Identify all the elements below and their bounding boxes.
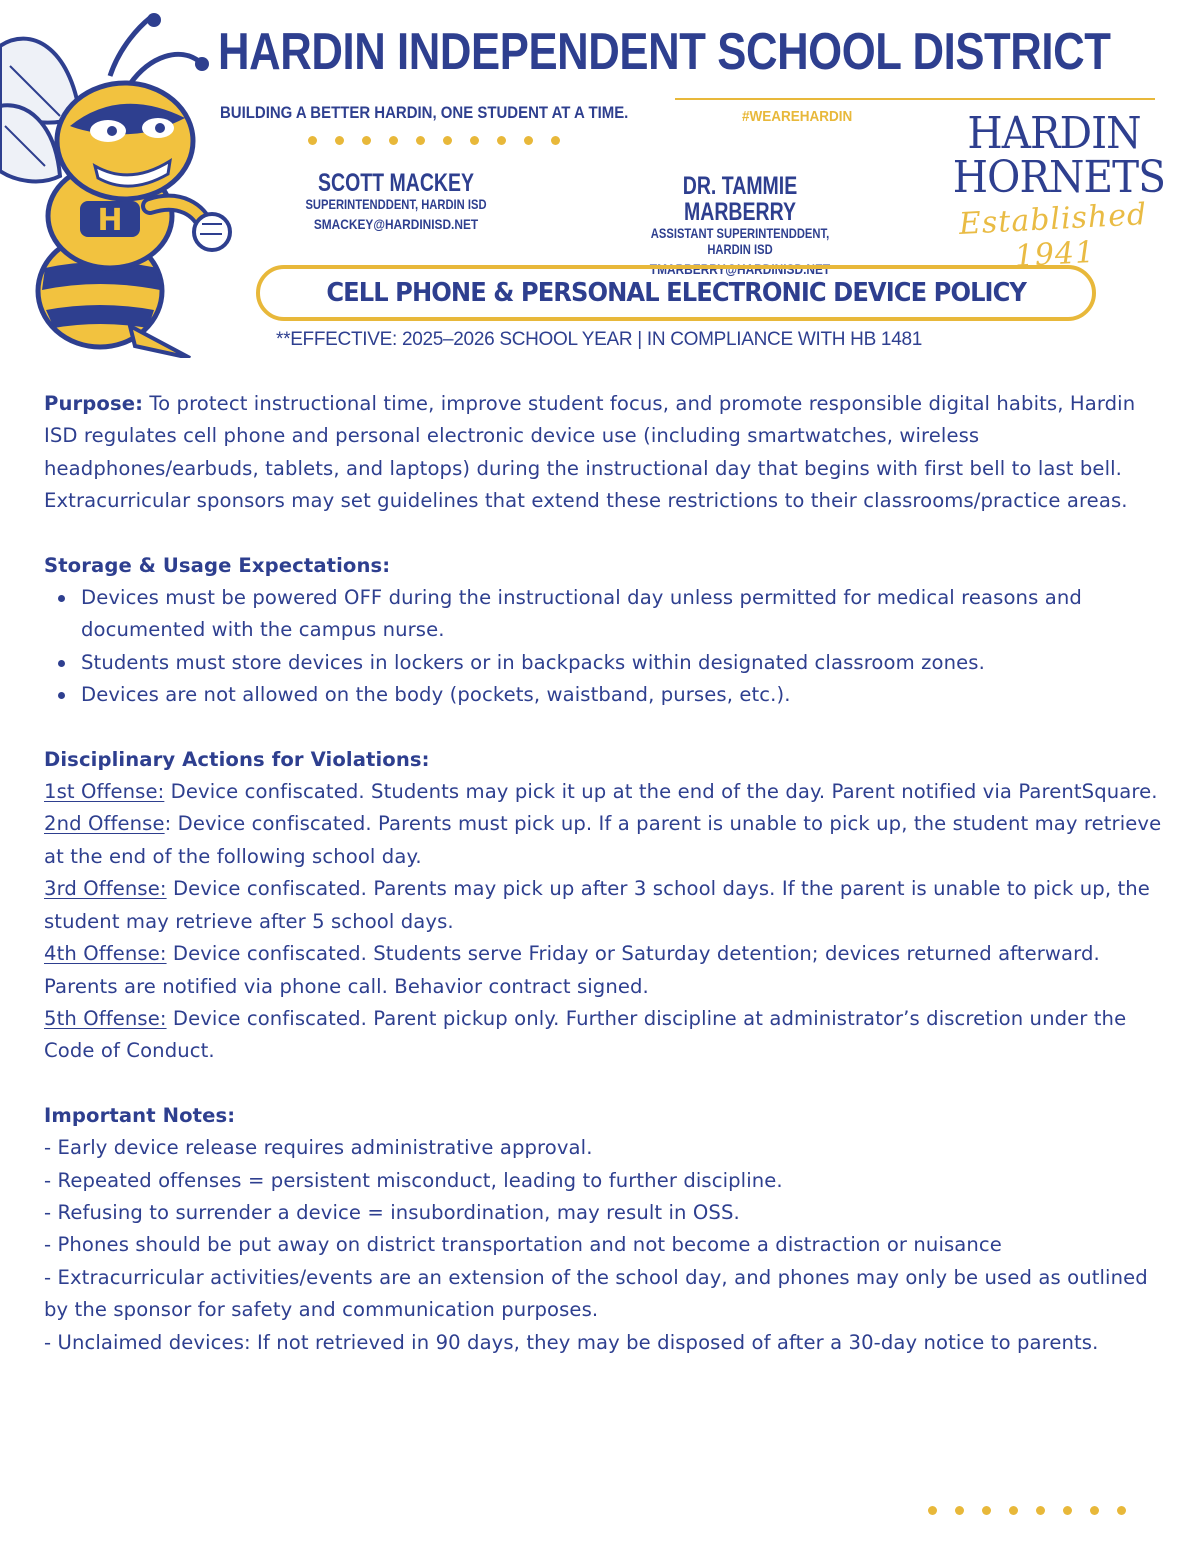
effective-note: **EFFECTIVE: 2025–2026 SCHOOL YEAR | IN COMPLIANCE WITH HB 1481 xyxy=(276,329,922,350)
policy-title: CELL PHONE & PERSONAL ELECTRONIC DEVICE POLICY xyxy=(326,278,1026,308)
offense-label: 5th Offense: xyxy=(44,1006,167,1030)
contact-name: SCOTT MACKEY xyxy=(318,169,474,197)
offense-item xyxy=(44,808,1162,873)
brand-line-2: HORNETS xyxy=(952,152,1166,203)
offense-label: 4th Offense: xyxy=(44,942,167,966)
offense-label: 3rd Offense: xyxy=(44,877,167,901)
header-divider xyxy=(675,98,1155,100)
offense-text: Device confiscated. Students may pick it up at the end of the day. Parent notified via ParentSquare. xyxy=(164,780,1158,804)
svg-text:H: H xyxy=(97,203,123,238)
offense-item xyxy=(44,776,1162,808)
discipline-heading: Disciplinary Actions for Violations: xyxy=(44,747,430,771)
brand-line-1: HARDIN xyxy=(967,108,1141,159)
offense-item xyxy=(44,1003,1162,1068)
note-item: - Refusing to surrender a device = insubordination, may result in OSS. xyxy=(44,1200,740,1224)
offense-item xyxy=(44,938,1162,1003)
contact-email[interactable]: SMACKEY@HARDINISD.NET xyxy=(313,216,479,232)
offense-label: 1st Offense: xyxy=(44,780,165,804)
storage-list xyxy=(44,582,1162,712)
policy-body xyxy=(44,388,1162,1359)
note-item: - Unclaimed devices: If not retrieved in 90 days, they may be disposed of after a 30-day notice to parents. xyxy=(44,1330,1099,1354)
hornet-mascot-icon xyxy=(0,6,240,358)
tagline: BUILDING A BETTER HARDIN, ONE STUDENT AT A TIME. xyxy=(220,103,629,122)
note-item: - Extracurricular activities/events are an extension of the school day, and phones may only be used as outlined by the sponsor for safety and communication purposes. xyxy=(44,1265,1148,1322)
contact-superintendent xyxy=(276,170,516,233)
contact-email[interactable]: TMARBERRY@HARDINISD.NET xyxy=(649,261,831,277)
note-item: - Phones should be put away on district transportation and not become a distraction or nuisance xyxy=(44,1233,1002,1257)
notes-heading: Important Notes: xyxy=(44,1103,236,1127)
note-item: - Repeated offenses = persistent misconduct, leading to further discipline. xyxy=(44,1168,783,1192)
offense-label: 2nd Offense xyxy=(44,812,165,836)
contact-role: SUPERINTENDDENT, HARDIN ISD xyxy=(305,196,487,212)
decorative-dots-bottom xyxy=(928,1506,1126,1515)
offense-text: Device confiscated. Parents may pick up after 3 school days. If the parent is unable to pick up, the student may retrieve after 5 school days. xyxy=(44,877,1150,933)
offense-item xyxy=(44,873,1162,938)
offense-text: : Device confiscated. Parents must pick up. If a parent is unable to pick up, the student may retrieve at the end of the following school day. xyxy=(44,812,1162,868)
purpose-paragraph xyxy=(44,388,1162,518)
policy-title-banner xyxy=(256,265,1096,321)
contact-role: ASSISTANT SUPERINTENDDENT, HARDIN ISD xyxy=(650,225,830,257)
storage-heading: Storage & Usage Expectations: xyxy=(44,553,391,577)
list-item: Devices are not allowed on the body (pockets, waistband, purses, etc.). xyxy=(44,679,1162,711)
note-item: - Early device release requires administrative approval. xyxy=(44,1136,593,1160)
list-item: Devices must be powered OFF during the instructional day unless permitted for medical reasons and documented with the campus nurse. xyxy=(44,582,1162,647)
contact-name: DR. TAMMIE MARBERRY xyxy=(682,172,798,226)
brand-established: Established 1941 xyxy=(958,197,1149,275)
purpose-label: Purpose: xyxy=(44,392,144,415)
hardin-hornets-brand xyxy=(944,108,1166,275)
hashtag: #WEAREHARDIN xyxy=(742,108,853,125)
offense-text: Device confiscated. Parent pickup only. Further discipline at administrator’s discretion under the Code of Conduct. xyxy=(44,1006,1127,1063)
offense-text: Device confiscated. Students serve Friday or Saturday detention; devices returned afterward. Parents are notified via phone call. Behavior contract signed. xyxy=(44,942,1100,998)
decorative-dots-top xyxy=(308,136,560,145)
contact-assistant-superintendent xyxy=(600,173,880,278)
purpose-text: To protect instructional time, improve student focus, and promote responsible digital habits, Hardin ISD regulates cell phone and personal electronic device use (including smartwatches, wireless headphones/earbuds, tablets, and laptops) during the instructional day that begins with first bell to last bell. Extracurricular sponsors may set guidelines that extend these restrictions to their classrooms/practice areas. xyxy=(44,392,1136,513)
district-title: HARDIN INDEPENDENT SCHOOL DISTRICT xyxy=(218,23,1111,81)
list-item: Students must store devices in lockers or in backpacks within designated classroom zones. xyxy=(44,647,1162,679)
